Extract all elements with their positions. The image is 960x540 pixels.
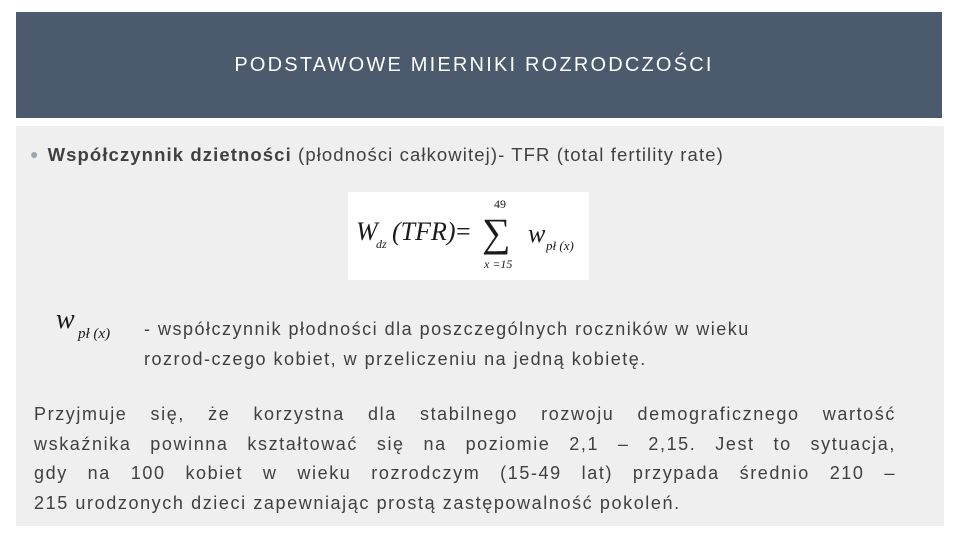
slide-title: PODSTAWOWE MIERNIKI ROZRODCZOŚCI: [234, 53, 714, 76]
paragraph-line: gdy na 100 kobiet w wieku rozrodczym (15-49 lat) przypada średnio 210 –: [34, 463, 896, 483]
wpl-symbol-letter: w: [56, 304, 75, 335]
slide-content: [16, 126, 944, 526]
paragraph-line: wskaźnika powinna kształtować się na poziomie 2,1 – 2,15. Jest to sytuacja,: [34, 433, 896, 454]
formula-sum-lower: x =15: [484, 257, 513, 271]
paragraph-line: 215 urodzonych dzieci zapewniając prostą zastępowalność pokoleń.: [34, 492, 681, 513]
paragraph-line: Przyjmuje się, że korzystna dla stabilnego rozwoju demograficznego wartość: [34, 404, 896, 424]
formula-lhs-paren: (TFR): [392, 217, 456, 246]
formula-lhs-subscript: dz: [376, 237, 387, 251]
slide-header: [16, 12, 942, 118]
formula-term-symbol: w: [528, 219, 546, 248]
description-line: rozrod-czego kobiet, w przeliczeniu na jedną kobietę.: [144, 349, 647, 369]
formula-term-subscript: pł (x): [546, 238, 574, 253]
bullet-term: Współczynnik dzietności: [47, 144, 292, 165]
formula-lhs-symbol: W: [356, 217, 378, 246]
formula-sum-symbol: ∑: [482, 210, 511, 255]
bullet-item-tfr: [30, 144, 724, 166]
wpl-symbol-subscript: pł (x): [78, 326, 111, 342]
tfr-formula: [348, 192, 589, 280]
formula-equals: =: [456, 217, 471, 246]
bullet-rest: (płodności całkowitej)- TFR (total fertility rate): [291, 144, 724, 165]
wpl-symbol-svg: [52, 302, 132, 344]
wpl-symbol: [52, 302, 132, 344]
wpl-description: [144, 314, 904, 374]
tfr-formula-svg: [348, 192, 589, 280]
formula-sum-upper: 49: [494, 197, 506, 211]
description-line: - współczynnik płodności dla poszczególnych roczników w wieku: [144, 319, 750, 339]
bullet-dot-icon: ●: [30, 146, 40, 162]
body-paragraph: [34, 400, 896, 518]
